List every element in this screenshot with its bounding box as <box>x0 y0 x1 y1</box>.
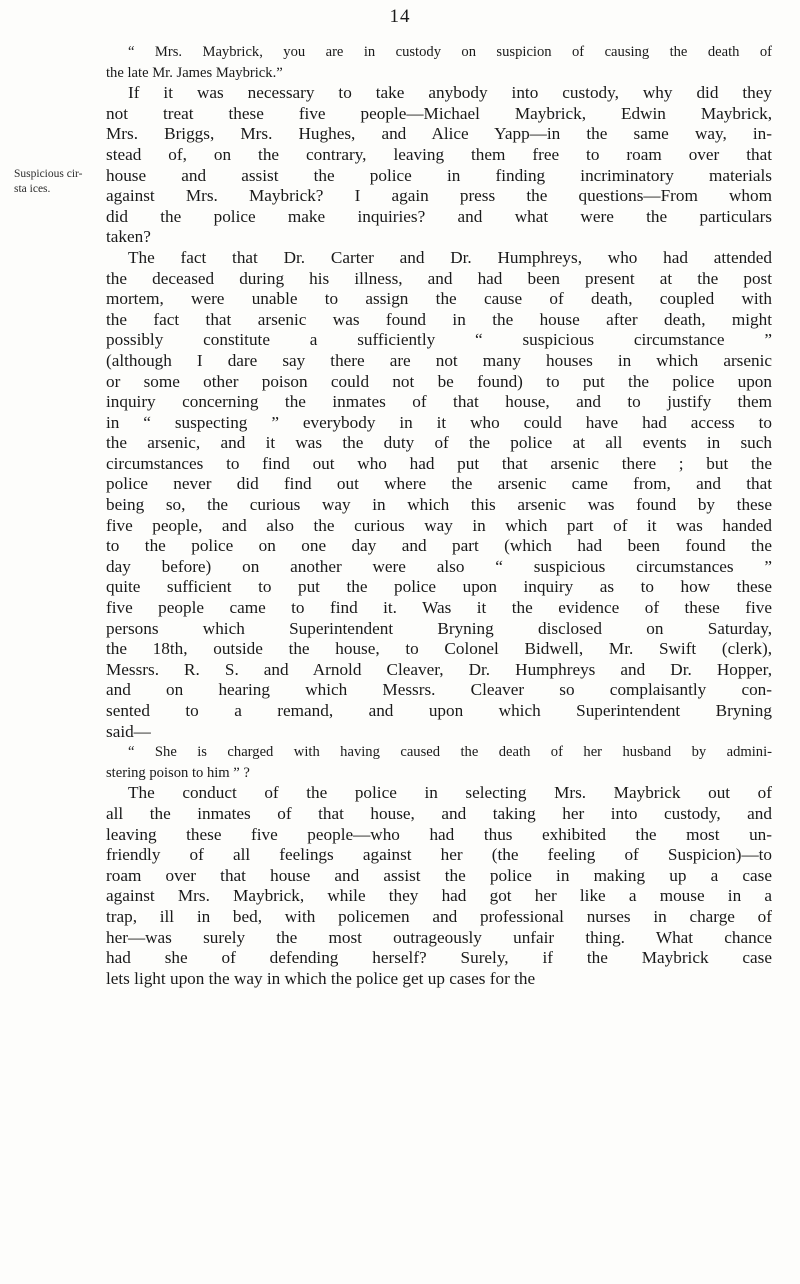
page-number: 14 <box>389 6 411 27</box>
text-line: her—was surely the most outrageously unfair thing. What chance <box>106 927 772 947</box>
text-line: not treat these five people—Michael Maybrick, Edwin Maybrick, <box>106 103 772 123</box>
text-line: Messrs. R. S. and Arnold Cleaver, Dr. Humphreys and Dr. Hopper, <box>106 659 772 679</box>
text-line: the late Mr. James Maybrick.” <box>106 64 283 81</box>
text-line: mortem, were unable to assign the cause of death, coupled with <box>106 289 772 309</box>
quoted-passage <box>106 42 772 83</box>
text-line: against Mrs. Maybrick, while they had got her like a mouse in a <box>106 886 772 906</box>
paragraph <box>106 783 772 989</box>
text-line: all the inmates of that house, and taking her into custody, and <box>106 803 772 823</box>
text-line: The conduct of the police in selecting Mrs. Maybrick out of <box>128 783 772 803</box>
text-line: The fact that Dr. Carter and Dr. Humphreys, who had attended <box>128 247 772 267</box>
text-line: trap, ill in bed, with policemen and professional nurses in charge of <box>106 906 772 926</box>
text-line: being so, the curious way in which this arsenic was found by these <box>106 495 772 515</box>
margin-note-line: sta ices. <box>14 183 51 195</box>
text-line: against Mrs. Maybrick? I again press the questions—From whom <box>106 186 772 206</box>
text-line: sented to a remand, and upon which Superintendent Bryning <box>106 701 772 720</box>
text-line: inquiry concerning the inmates of that house, and to justify them <box>106 392 772 412</box>
text-line: taken? <box>106 227 151 247</box>
text-line: “ She is charged with having caused the death of her husband by admini- <box>128 744 772 761</box>
text-line: roam over that house and assist the police in making up a case <box>106 865 772 885</box>
text-line: (although I dare say there are not many houses in which arsenic <box>106 350 772 370</box>
text-line: quite sufficient to put the police upon inquiry as to how these <box>106 577 772 597</box>
text-line: friendly of all feelings against her (the feeling of Suspicion)—to <box>106 845 772 865</box>
text-line: the arsenic, and it was the duty of the police at all events in such <box>106 433 772 453</box>
text-line: Mrs. Briggs, Mrs. Hughes, and Alice Yapp—in the same way, in- <box>106 124 772 144</box>
text-line: and on hearing which Messrs. Cleaver so complaisantly con- <box>106 680 772 700</box>
text-line: the 18th, outside the house, to Colonel Bidwell, Mr. Swift (clerk), <box>106 639 772 659</box>
text-line: police never did find out where the arsenic came from, and that <box>106 474 772 494</box>
margin-note-line: Suspicious cir- <box>14 168 83 180</box>
text-line: circumstances to find out who had put that arsenic there ; but the <box>106 453 772 473</box>
text-line: had she of defending herself? Surely, if the Maybrick case <box>106 948 772 968</box>
text-line: the deceased during his illness, and had been present at the post <box>106 268 772 288</box>
text-line: or some other poison could not be found) to put the police upon <box>106 371 772 391</box>
text-line: did the police make inquiries? and what were the particulars <box>106 206 772 226</box>
text-line: “ Mrs. Maybrick, you are in custody on suspicion of causing the death of <box>128 44 772 60</box>
paragraph <box>106 248 772 742</box>
text-line: in “ suspecting ” everybody in it who could have had access to <box>106 412 772 432</box>
text-line: leaving these five people—who had thus exhibited the most un- <box>106 824 772 844</box>
text-line: five people came to find it. Was it the evidence of these five <box>106 598 772 618</box>
text-line: to the police on one day and part (which had been found the <box>106 536 772 556</box>
text-line: five people, and also the curious way in which part of it was handed <box>106 515 772 535</box>
text-line: house and assist the police in finding incriminatory materials <box>106 165 772 185</box>
quoted-passage <box>106 742 772 783</box>
text-line: If it was necessary to take anybody into custody, why did they <box>128 83 772 103</box>
text-line: stering poison to him ” ? <box>106 764 250 781</box>
text-line: day before) on another were also “ suspicious circumstances ” <box>106 556 772 576</box>
body-text <box>106 42 772 989</box>
text-line: said— <box>106 721 151 741</box>
text-line: stead of, on the contrary, leaving them free to roam over that <box>106 144 772 164</box>
text-line: the fact that arsenic was found in the house after death, might <box>106 309 772 329</box>
text-line: persons which Superintendent Bryning disclosed on Saturday, <box>106 618 772 638</box>
margin-note <box>14 167 104 197</box>
text-line: lets light upon the way in which the police get up cases for the <box>106 968 536 988</box>
text-line: possibly constitute a sufficiently “ suspicious circumstance ” <box>106 330 772 350</box>
paragraph <box>106 83 772 248</box>
